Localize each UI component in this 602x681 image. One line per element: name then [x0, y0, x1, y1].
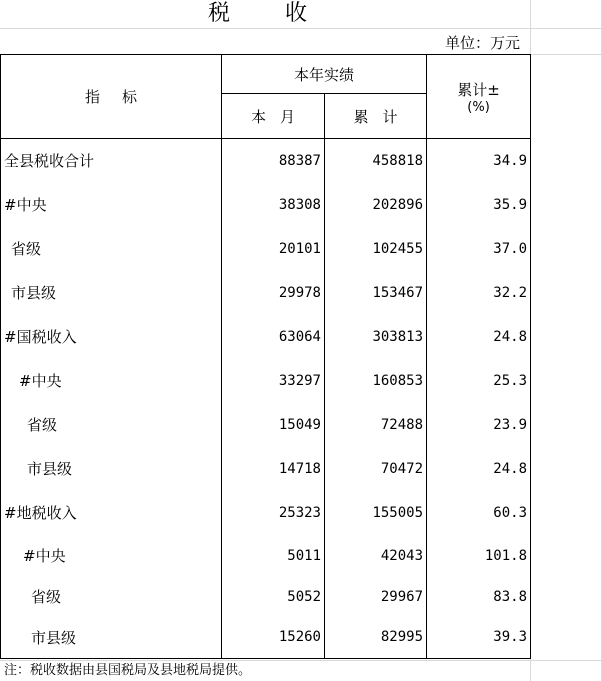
header-indicator: 指标 — [1, 55, 222, 139]
cell-growth: 34.9 — [427, 139, 531, 183]
cell-month: 15260 — [222, 617, 325, 659]
cell-cumulative: 29967 — [325, 577, 427, 617]
cell-growth: 23.9 — [427, 403, 531, 447]
cell-cumulative: 102455 — [325, 227, 427, 271]
cell-growth: 83.8 — [427, 577, 531, 617]
cell-month: 63064 — [222, 315, 325, 359]
cell-growth: 35.9 — [427, 183, 531, 227]
cell-month: 14718 — [222, 447, 325, 491]
header-cumulative: 累计 — [325, 94, 427, 139]
table-row — [1, 315, 531, 359]
header-growth — [427, 55, 531, 139]
cell-cumulative: 303813 — [325, 315, 427, 359]
cell-cumulative: 202896 — [325, 183, 427, 227]
row-label: 市县级 — [1, 271, 222, 315]
header-growth-line1: 累计± — [457, 80, 500, 99]
cell-cumulative: 155005 — [325, 491, 427, 535]
header-current-year: 本年实绩 — [222, 55, 427, 94]
row-label: 省级 — [1, 403, 222, 447]
row-label: #国税收入 — [1, 315, 222, 359]
cell-cumulative: 70472 — [325, 447, 427, 491]
tax-table — [0, 54, 531, 659]
header-growth-line2: (%) — [467, 99, 490, 115]
table-row — [1, 227, 531, 271]
table-row — [1, 577, 531, 617]
cell-month: 5011 — [222, 535, 325, 577]
cell-growth: 37.0 — [427, 227, 531, 271]
cell-month: 29978 — [222, 271, 325, 315]
table-row — [1, 271, 531, 315]
table-row — [1, 447, 531, 491]
cell-growth: 24.8 — [427, 447, 531, 491]
cell-month: 5052 — [222, 577, 325, 617]
cell-growth: 60.3 — [427, 491, 531, 535]
table-row — [1, 535, 531, 577]
unit-label: 单位：万元 — [444, 34, 520, 52]
row-label: #中央 — [1, 535, 222, 577]
cell-cumulative: 458818 — [325, 139, 427, 183]
cell-cumulative: 82995 — [325, 617, 427, 659]
row-label: 市县级 — [1, 617, 222, 659]
cell-month: 20101 — [222, 227, 325, 271]
cell-growth: 101.8 — [427, 535, 531, 577]
cell-growth: 24.8 — [427, 315, 531, 359]
cell-month: 88387 — [222, 139, 325, 183]
table-row — [1, 491, 531, 535]
cell-growth: 25.3 — [427, 359, 531, 403]
cell-month: 25323 — [222, 491, 325, 535]
table-row — [1, 139, 531, 183]
grid-line — [0, 28, 602, 29]
table-row — [1, 183, 531, 227]
footnote: 注：税收数据由县国税局及县地税局提供。 — [4, 663, 252, 678]
cell-growth: 39.3 — [427, 617, 531, 659]
header-month: 本月 — [222, 94, 325, 139]
table-row — [1, 359, 531, 403]
table-row — [1, 403, 531, 447]
row-label: #中央 — [1, 183, 222, 227]
cell-cumulative: 153467 — [325, 271, 427, 315]
row-label: 全县税收合计 — [1, 139, 222, 183]
page-title: 税收 — [207, 1, 362, 26]
row-label: #地税收入 — [1, 491, 222, 535]
row-label: 市县级 — [1, 447, 222, 491]
row-label: 省级 — [1, 577, 222, 617]
cell-cumulative: 72488 — [325, 403, 427, 447]
cell-month: 15049 — [222, 403, 325, 447]
row-label: 省级 — [1, 227, 222, 271]
table-row — [1, 617, 531, 659]
cell-month: 38308 — [222, 183, 325, 227]
cell-month: 33297 — [222, 359, 325, 403]
cell-cumulative: 160853 — [325, 359, 427, 403]
row-label: #中央 — [1, 359, 222, 403]
cell-cumulative: 42043 — [325, 535, 427, 577]
cell-growth: 32.2 — [427, 271, 531, 315]
